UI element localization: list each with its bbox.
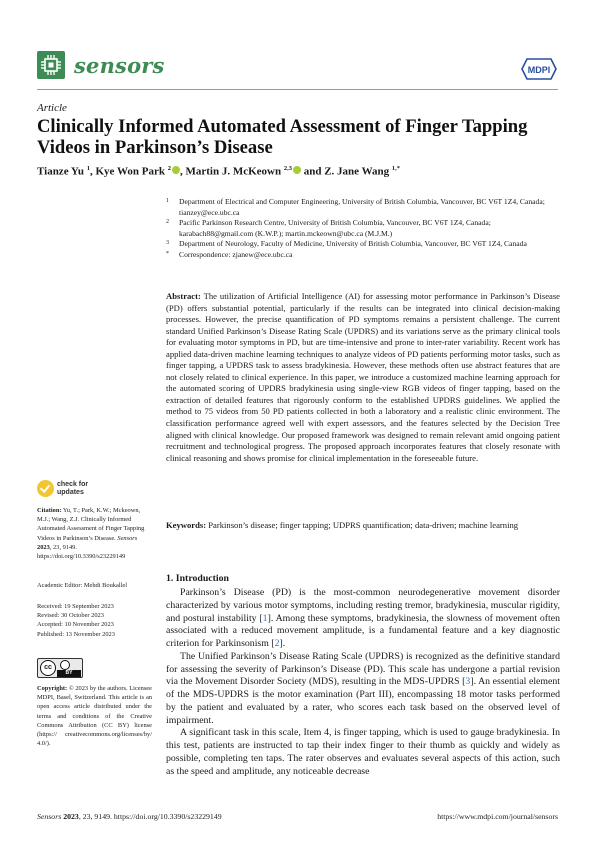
journal-logo-icon	[37, 51, 65, 79]
citation-year: 2023	[37, 543, 50, 551]
cc-license-icon[interactable]	[37, 658, 83, 678]
affiliations	[166, 197, 566, 261]
affiliation-text: Department of Neurology, Faculty of Medicine, University of British Columbia, Vancouver, BC V6T 1Z4, Canada	[179, 239, 527, 249]
author-affil: 2,3	[283, 165, 292, 172]
mdpi-logo-text: MDPI	[527, 65, 551, 75]
date-revised: Revised: 30 October 2023	[37, 612, 104, 620]
citation-journal: Sensors	[117, 534, 138, 542]
author-name[interactable]: Z. Jane Wang	[324, 165, 390, 178]
citation-label: Citation:	[37, 507, 62, 514]
keywords-label: Keywords:	[166, 520, 207, 530]
date-received: Received: 19 September 2023	[37, 603, 114, 610]
citation	[37, 506, 152, 561]
keywords-text: Parkinson’s disease; finger tapping; UDPRS quantification; data-driven; machine learning	[208, 520, 519, 530]
affiliation-mark: 1	[166, 198, 169, 204]
section-heading: 1. Introduction	[166, 573, 229, 584]
affiliation-item	[166, 250, 566, 261]
footer-journal-url[interactable]: https://www.mdpi.com/journal/sensors	[437, 812, 558, 821]
page-footer	[37, 812, 558, 821]
affiliation-text: Correspondence: zjanew@ece.ubc.ca	[179, 249, 293, 259]
copyright-label: Copyright:	[37, 685, 68, 692]
journal-name[interactable]: sensors	[74, 53, 165, 78]
title-line: Clinically Informed Automated Assessment of Finger Tapping	[37, 116, 528, 137]
author-affil: 2	[167, 165, 171, 172]
check-updates-icon	[37, 480, 54, 497]
check-updates-label: check for updates	[57, 481, 89, 496]
page-title	[37, 116, 577, 158]
intro-body	[166, 587, 560, 778]
keywords	[166, 520, 566, 532]
author-name[interactable]: Martin J. McKeown	[185, 165, 282, 178]
citation-link[interactable]: 3	[465, 676, 471, 688]
affiliation-text: Pacific Parkinson Research Centre, University of British Columbia, Vancouver, BC V6T 1Z4, Canada; karabach88@gmail.com (K.W.P.); martin.mckeown@ubc.ca (M.J.M.)	[179, 218, 491, 238]
mdpi-logo[interactable]	[521, 58, 557, 80]
affiliation-mark: 2	[166, 219, 169, 226]
author-affil: 1,*	[391, 165, 400, 172]
attribution-icon	[60, 660, 70, 670]
academic-editor: Academic Editor: Mehdi Boukallel	[37, 582, 127, 589]
footer-doi[interactable]: , 23, 9149. https://doi.org/10.3390/s23229149	[78, 812, 222, 821]
affiliation-mark: *	[166, 250, 169, 257]
abstract-text: The utilization of Artificial Intelligence (AI) for assessing motor performance in Parkinson’s Disease (PD) offers substantial potential, particularly if the results can be integrated into clinical decision-making processes. However, the precise quantification of PD symptoms remains a persistent challenge. The current standard Unified Parkinson’s Disease Rating Scale (UPDRS) and its variations serve as the primary clinical tools for evaluating motor symptoms in PD, but are time-intensive and prone to inter-rater variability. Recent work has applied data-driven machine learning techniques to analyze videos of PD patients performing motor tasks, such as finger tapping, a UPDRS task to assess bradykinesia. However, these methods often use abstract features that are not closely related to clinical experience. In this paper, we introduce a customized machine learning approach for the automated scoring of UPDRS bradykinesia using single-view RGB videos of finger tapping, based on the extraction of detailed features that rigorously conform to the established UPDRS guidelines. We applied the method to 75 videos from 50 PD patients collected in both a laboratory and a realistic clinic environment. The classification performance agreed well with expert assessors, and the features selected by the Decision Tree aligned with clinical knowledge. Our proposed framework was designed to remain relevant amid ongoing patient recruitment and technological progress. The proposed approach incorporates features that closely resonate with clinical reasoning and shows promise for clinical implementation in the foreseeable future.	[166, 291, 560, 463]
author-affil: 1	[86, 165, 90, 172]
affiliation-text: Department of Electrical and Computer Engineering, University of British Columbia, Vancouver, BC V6T 1Z4, Canada; tianzey@ece.ubc.ca	[179, 197, 545, 217]
affiliation-item	[166, 218, 566, 239]
author-name[interactable]: Tianze Yu	[37, 165, 84, 178]
abstract-label: Abstract:	[166, 291, 201, 301]
orcid-icon[interactable]	[172, 166, 180, 174]
copyright-text: © 2023 by the authors. Licensee MDPI, Basel, Switzerland. This article is an open access article distributed under the terms and conditions of the Creative Commons Attribution (CC BY) license (https:// creativecommons.org/licenses/by/ 4.0/).	[37, 685, 152, 748]
title-line: Videos in Parkinson’s Disease	[37, 137, 273, 158]
paragraph: A significant task in this scale, Item 4, is finger tapping, which is used to gauge bradykinesia. In this test, patients are instructed to tap their index finger to their thumb as quickly and widely as possible, completing ten taps. The rater observes and evaluates several aspects of this action, such as the speed and amplitude, any noticeable decrease	[166, 727, 560, 777]
affiliation-mark: 3	[166, 240, 169, 247]
header-divider	[37, 89, 558, 90]
article-type: Article	[37, 102, 67, 114]
footer-citation: Sensors 2023, 23, 9149. https://doi.org/10.3390/s23229149	[37, 812, 222, 821]
citation-text: Yu, T.; Park, K.W.; Mckeown, M.J.; Wang, Z.J. Clinically Informed Automated Assessment of Finger Tapping Videos in Parkinson’s Disease.	[37, 507, 145, 542]
date-published: Published: 13 November 2023	[37, 630, 115, 638]
affiliation-item	[166, 239, 566, 250]
affiliation-item	[166, 197, 566, 218]
cc-by-label: BY	[57, 670, 81, 677]
author-name[interactable]: Kye Won Park	[95, 165, 165, 178]
publication-dates	[37, 602, 152, 639]
abstract	[166, 291, 560, 464]
check-for-updates-button[interactable]	[37, 480, 132, 502]
cc-icon: cc	[40, 660, 56, 676]
copyright	[37, 684, 152, 748]
citation-link[interactable]: 2	[274, 638, 280, 649]
paragraph: The Unified Parkinson’s Disease Rating Scale (UPDRS) is recognized as the definitive standard for assessing the severity of Parkinson’s Disease (PD). This scale has undergone a partial revision via the Movement Disorder Society (MDS), resulting in the MDS-UPDRS [3]. An essential element of the MDS-UPDRS is the motor examination (Part III), encompassing 18 motor tasks performed by the patient and evaluated by a rater, who scores each task based on the observed level of impairment.	[166, 650, 560, 726]
date-accepted: Accepted: 10 November 2023	[37, 621, 114, 629]
orcid-icon[interactable]	[293, 166, 301, 174]
paragraph: Parkinson’s Disease (PD) is the most-common neurodegenerative movement disorder characterized by various motor symptoms, including resting tremor, bradykinesia, muscular rigidity, and postural instability [1]. Among these symptoms, bradykinesia, the slowness of movement often associated with a reduced movement amplitude, is a fundamental feature and a key diagnostic criterion for Parkinsonism [2].	[166, 587, 560, 649]
author-list: Tianze Yu $^1$, Kye Won Park $^2$ , Martin J. McKeown $^{2,3}$ and Z. Jane Wang $^{1,*}$	[37, 165, 400, 178]
citation-doi[interactable]: , 23, 9149. https://doi.org/10.3390/s23229149	[37, 543, 126, 561]
citation-link[interactable]: 1	[262, 612, 268, 624]
